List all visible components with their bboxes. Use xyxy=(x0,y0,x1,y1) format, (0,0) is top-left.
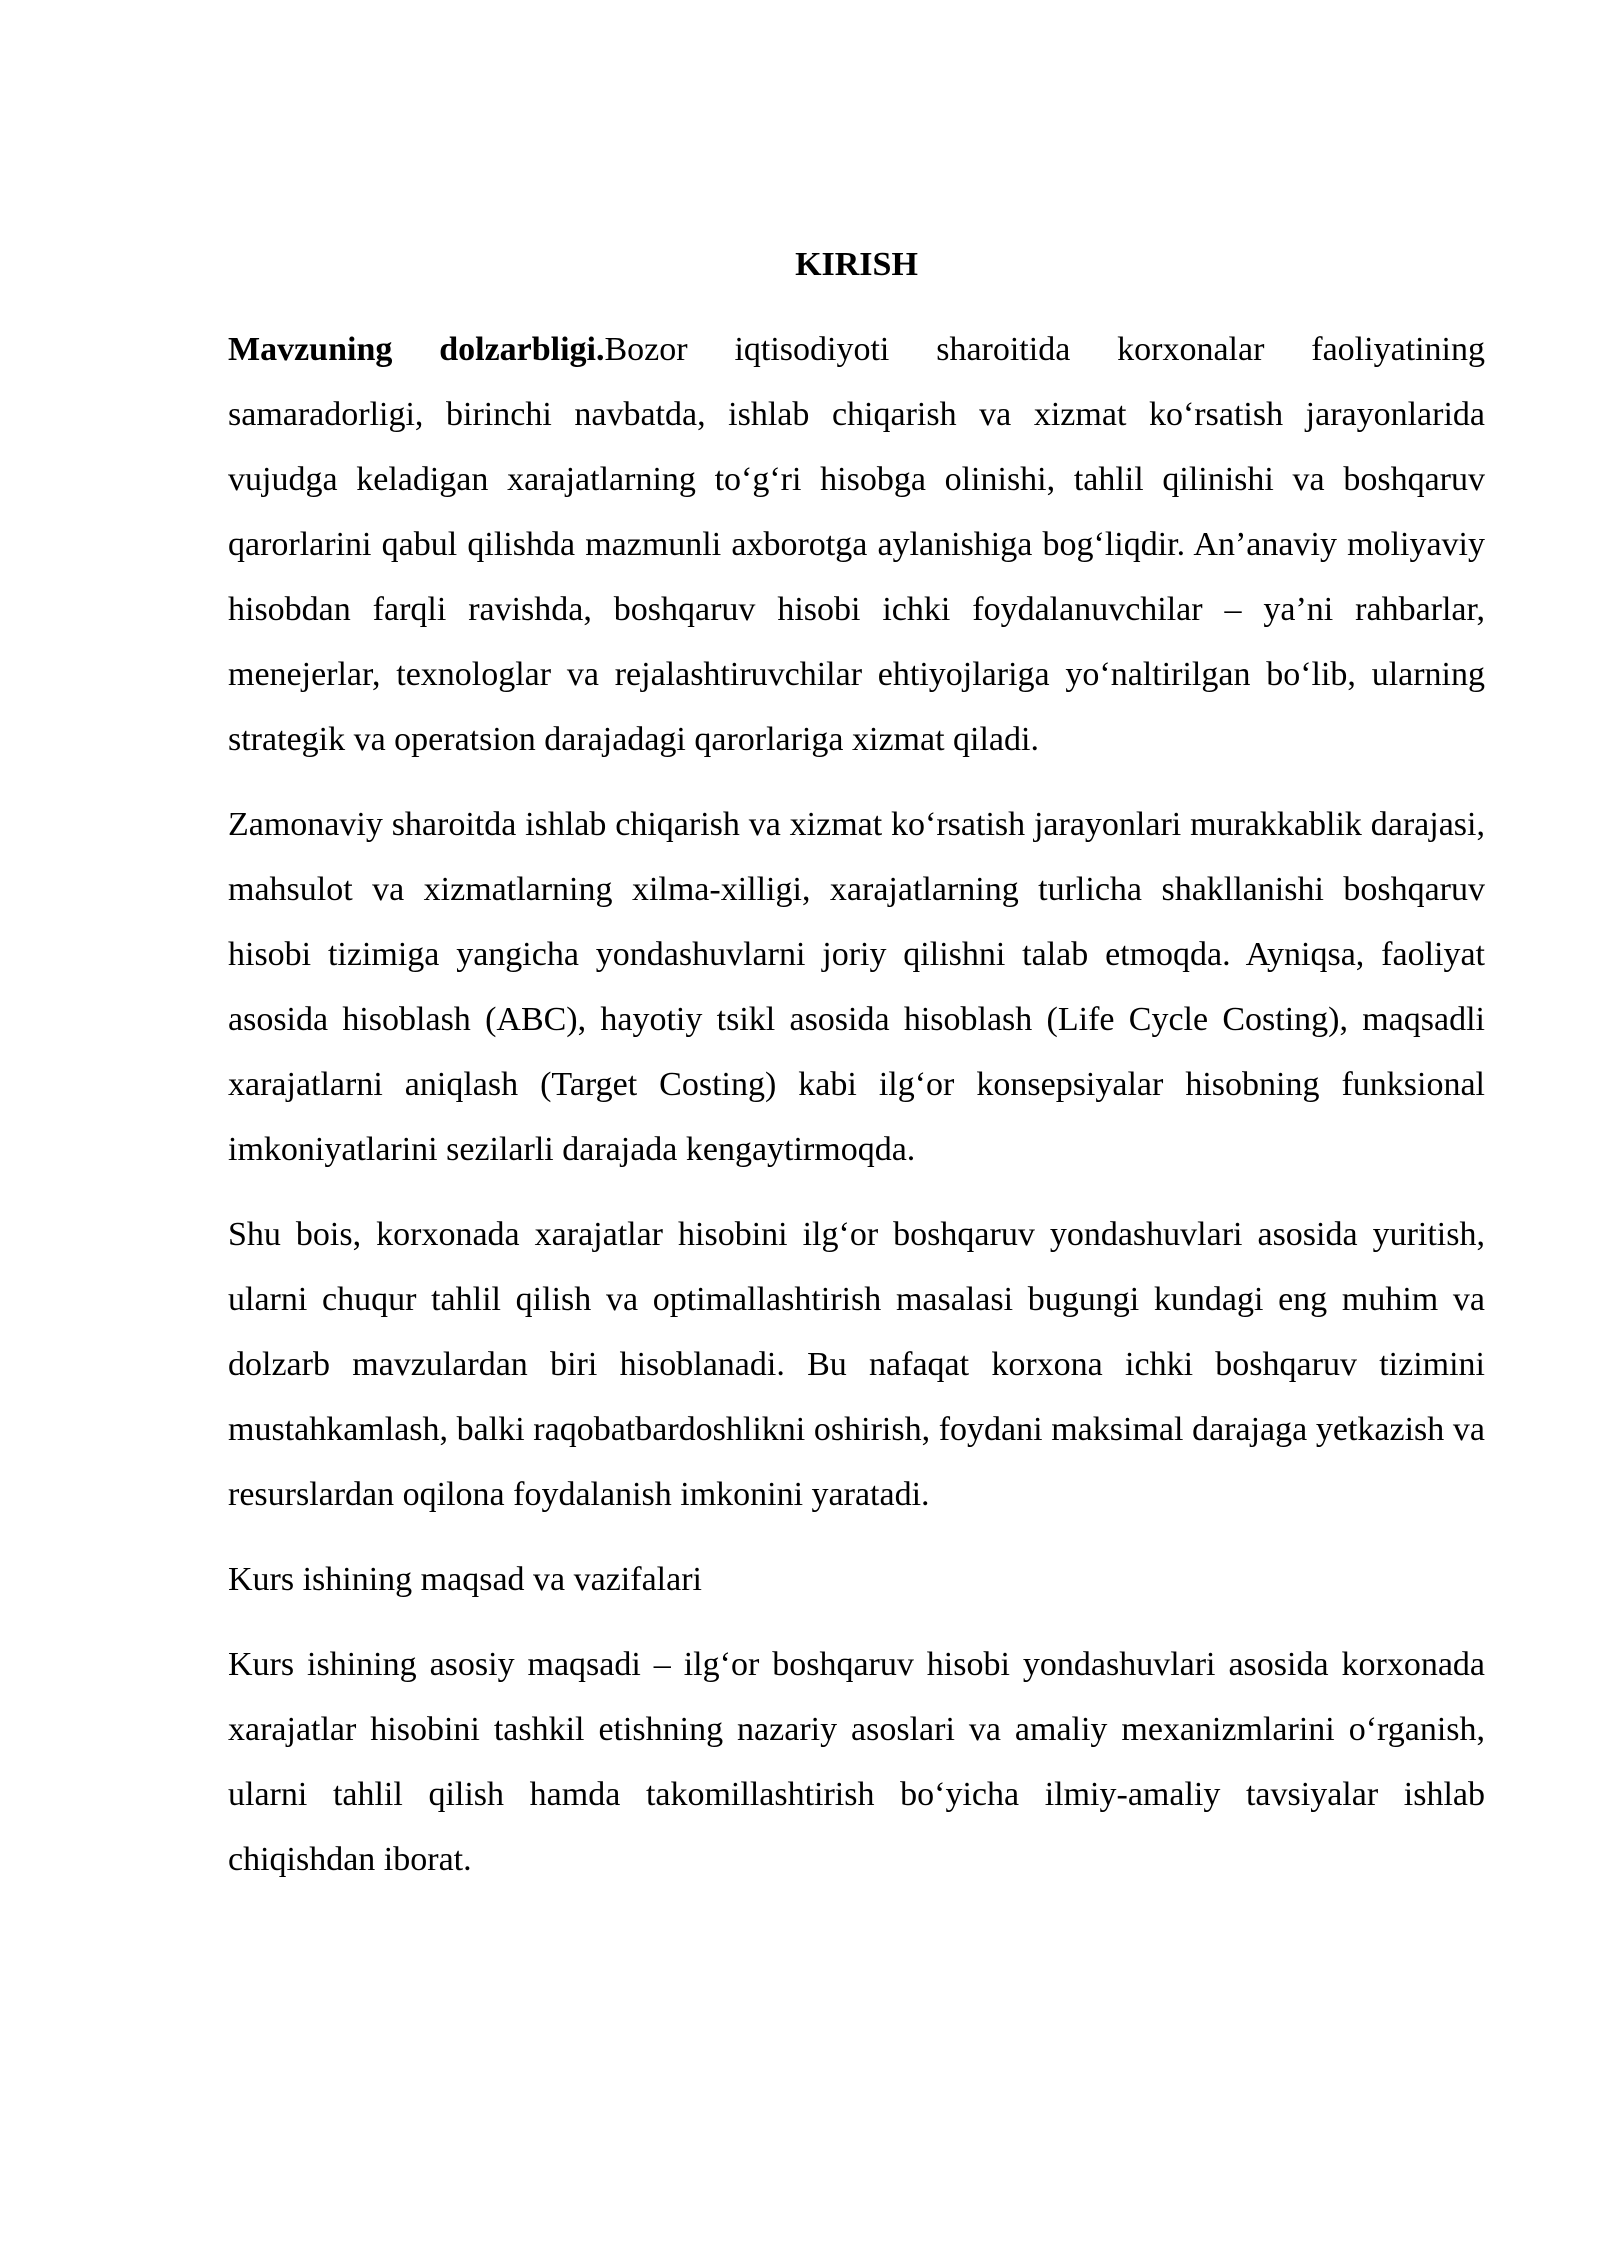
paragraph-therefore: Shu bois, korxonada xarajatlar hisobini ilg‘or boshqaruv yondashuvlari asosida yuritish, ularni chuqur tahlil qilish va optimallashtirish masalasi bugungi kundagi eng muhim va dolzarb mavzulardan biri hisoblanadi. Bu nafaqat korxona ichki boshqaruv tizimini mustahkamlash, balki raqobatbardoshlikni oshirish, foydani maksimal darajaga yetkazish va resurslardan oqilona foydalanish imkonini yaratadi. xyxy=(228,1216,1485,1513)
paragraph-main-goal: Kurs ishining asosiy maqsadi – ilg‘or boshqaruv hisobi yondashuvlari asosida korxonada xarajatlar hisobini tashkil etishning nazariy asoslari va amaliy mexanizmlarini o‘rganish, ularni tahlil qilish hamda takomillashtirish bo‘yicha ilmiy-amaliy tavsiyalar ishlab chiqishdan iborat. xyxy=(228,1646,1485,1878)
paragraph-lead: Mavzuning dolzarbligi. xyxy=(228,331,605,368)
paragraph-relevance xyxy=(228,317,1485,772)
paragraph-text: Bozor iqtisodiyoti sharoitida korxonalar faoliyatining samaradorligi, birinchi navbatda, ishlab chiqarish va xizmat ko‘rsatish jarayonlarida vujudga keladigan xarajatlarning to‘g‘ri hisobga olinishi, tahlil qilinishi va boshqaruv qarorlarini qabul qilishda mazmunli axborotga aylanishiga bog‘liqdir. An’anaviy moliyaviy hisobdan farqli ravishda, boshqaruv hisobi ichki foydalanuvchilar – ya’ni rahbarlar, menejerlar, texnologlar va rejalashtiruvchilar ehtiyojlariga yo‘naltirilgan bo‘lib, ularning strategik va operatsion darajadagi qarorlariga xizmat qiladi. xyxy=(228,331,1485,758)
document-page xyxy=(228,232,1485,1912)
page-title: KIRISH xyxy=(795,246,918,283)
paragraph-modern-conditions: Zamonaviy sharoitda ishlab chiqarish va xizmat ko‘rsatish jarayonlari murakkablik darajasi, mahsulot va xizmatlarning xilma-xilligi, xarajatlarning turlicha shakllanishi boshqaruv hisobi tizimiga yangicha yondashuvlarni joriy qilishni talab etmoqda. Ayniqsa, faoliyat asosida hisoblash (ABC), hayotiy tsikl asosida hisoblash (Life Cycle Costing), maqsadli xarajatlarni aniqlash (Target Costing) kabi ilg‘or konsepsiyalar hisobning funksional imkoniyatlarini sezilarli darajada kengaytirmoqda. xyxy=(228,806,1485,1168)
section-subheading: Kurs ishining maqsad va vazifalari xyxy=(228,1561,702,1598)
